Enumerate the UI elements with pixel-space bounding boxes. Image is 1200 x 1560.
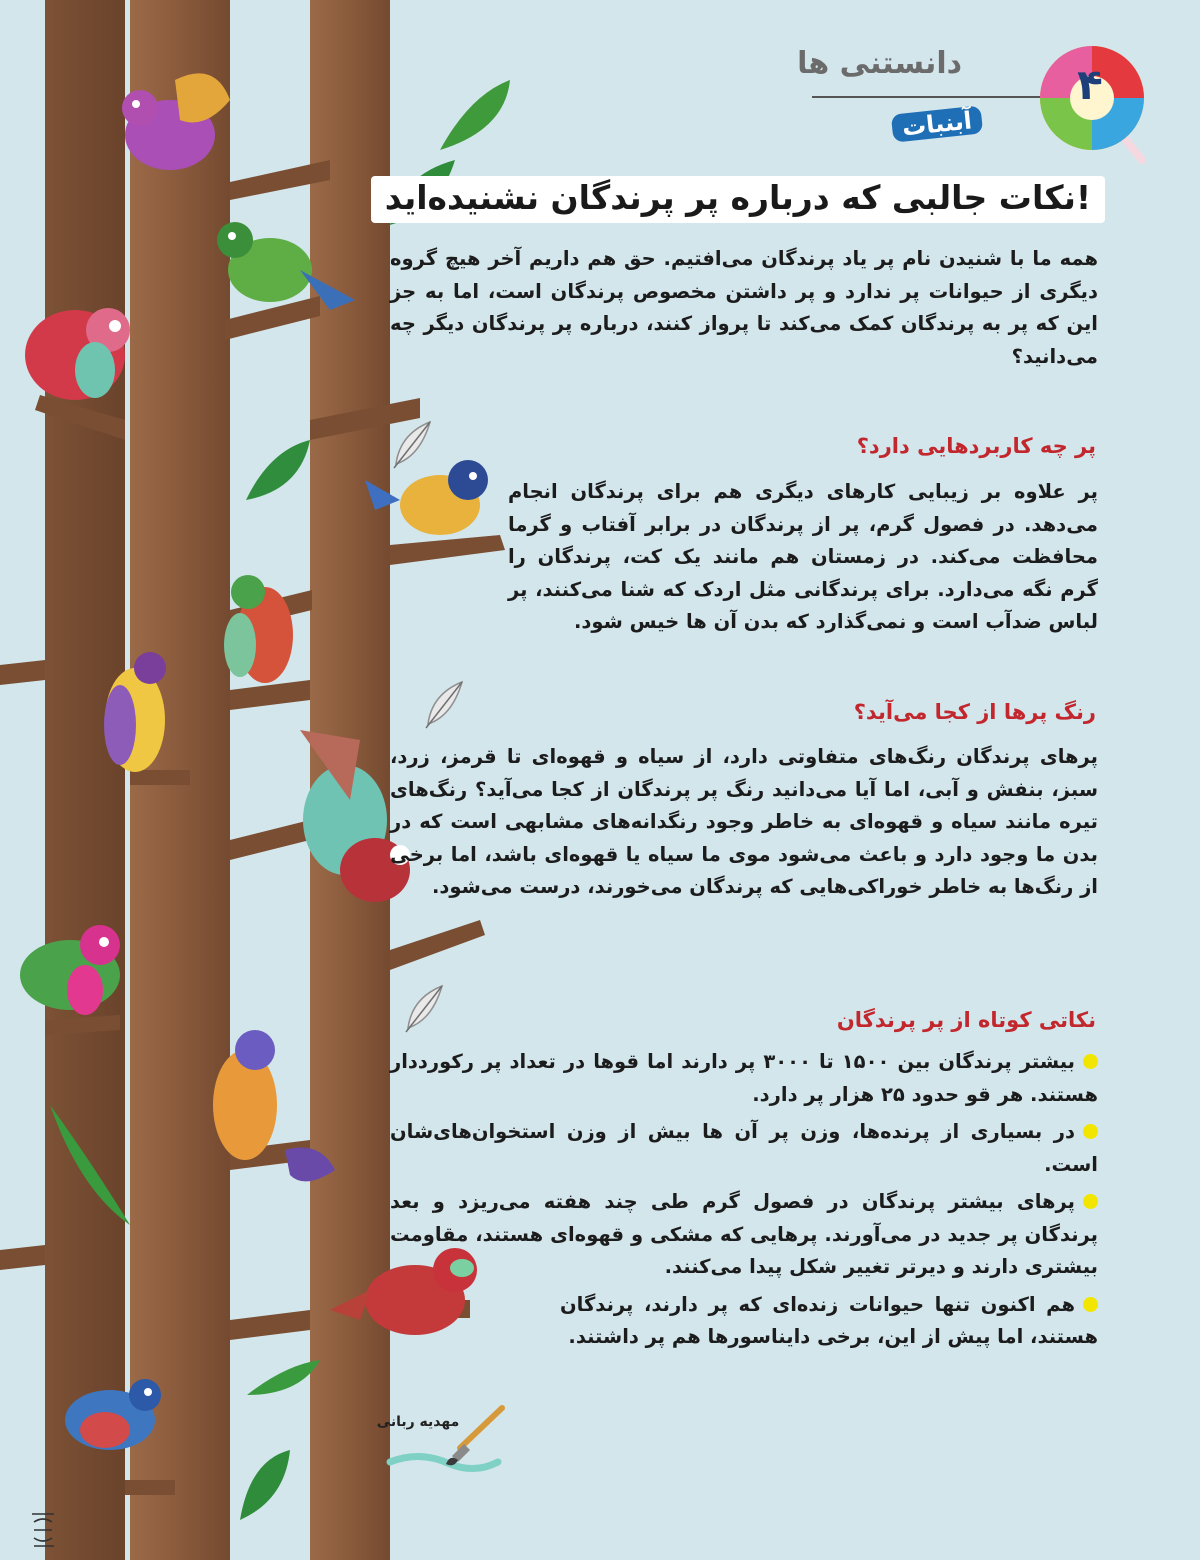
magazine-logo: آبنبات: [891, 105, 983, 142]
section-text-color: پرهای پرندگان رنگ‌های متفاوتی دارد، از سیاه و قهوه‌ای تا قرمز، زرد، سبز، بنفش و آبی، اما آیا می‌دانید رنگ پر پرندگان از کجا می‌آید؟ رنگ‌های تیره مانند سیاه و قهوه‌ای به خاطر وجود رنگدانه‌های مشابهی است که در بدن ما وجود دارد و باعث می‌شود موی ما سیاه یا قهوه‌ای باشد، اما برخی از رنگ‌ها به خاطر خوراکی‌هایی که پرندگان می‌خورند، درست می‌شود.: [390, 745, 1098, 898]
list-item: بیشتر پرندگان بین ۱۵۰۰ تا ۳۰۰۰ پر دارند اما قوها در تعداد پر رکورددار هستند. هر قو حدود ۲۵ هزار پر دارد.: [390, 1050, 1098, 1106]
section-text-uses: پر علاوه بر زیبایی کارهای دیگری هم برای پرندگان انجام می‌دهد. در فصول گرم، پر از پرندگان در برابر آفتاب و گرما محافظت می‌کند. در زمستان هم مانند یک کت، پرندگان را گرم نگه می‌دارد. برای پرندگانی مثل اردک که شنا می‌کنند، پر لباس ضدآب است و نمی‌گذارد که بدن آن ها خیس شود.: [508, 480, 1098, 633]
feather-icon: [422, 678, 468, 730]
header-divider: [812, 96, 1042, 98]
page-header: [792, 40, 1152, 190]
list-item: پرهای بیشتر پرندگان در فصول گرم طی چند هفته می‌ریزد و بعد پرندگان پر جدید در می‌آورند. پرهایی که مشکی و قهوه‌ای هستند، مقاومت بیشتری دارند و دیرتر تغییر شکل پیدا می‌کنند.: [390, 1190, 1098, 1278]
page-number: ۴: [1077, 60, 1103, 109]
section-title: دانستنی ها: [797, 46, 962, 81]
author-name: مهدیه ربانی: [376, 1414, 460, 1430]
section-heading-facts: نکاتی کوتاه از پر پرندگان: [836, 1008, 1096, 1032]
feather-icon: [402, 982, 448, 1034]
article-title: نکات جالبی که درباره پر پرندگان نشنیده‌اید!: [371, 176, 1105, 223]
bird-green-red: [224, 575, 293, 683]
list-item: در بسیاری از پرنده‌ها، وزن پر آن ها بیش از وزن استخوان‌های‌شان است.: [390, 1120, 1098, 1176]
section-body-uses: [508, 476, 1098, 639]
bullet-icon: [1083, 1297, 1098, 1312]
tree-trunk-back: [45, 0, 125, 1560]
facts-list: [390, 1046, 1098, 1359]
list-item: هم اکنون تنها حیوانات زنده‌ای که پر دارند، پرندگان هستند، اما پیش از این، برخی دایناسورها هم پر داشتند.: [560, 1292, 1098, 1348]
section-body-color: [390, 741, 1098, 904]
intro-text: همه ما با شنیدن نام پر یاد پرندگان می‌افتیم. حق هم داریم آخر هیچ گروه دیگری از حیوانات پر ندارد و پر داشتن مخصوص پرندگان است، اما به جز این که پر به پرندگان کمک می‌کند تا پرواز کنند، درباره پر پرندگان دیگر چه می‌دانید؟: [390, 247, 1098, 368]
feather-icon: [390, 418, 436, 470]
intro-paragraph: [390, 243, 1098, 373]
bullet-icon: [1083, 1054, 1098, 1069]
illustrator-signature-icon: [28, 1510, 58, 1550]
section-heading-uses: پر چه کاربردهایی دارد؟: [856, 434, 1096, 458]
section-heading-color: رنگ پرها از کجا می‌آید؟: [853, 700, 1096, 724]
bullet-icon: [1083, 1124, 1098, 1139]
bullet-icon: [1083, 1194, 1098, 1209]
